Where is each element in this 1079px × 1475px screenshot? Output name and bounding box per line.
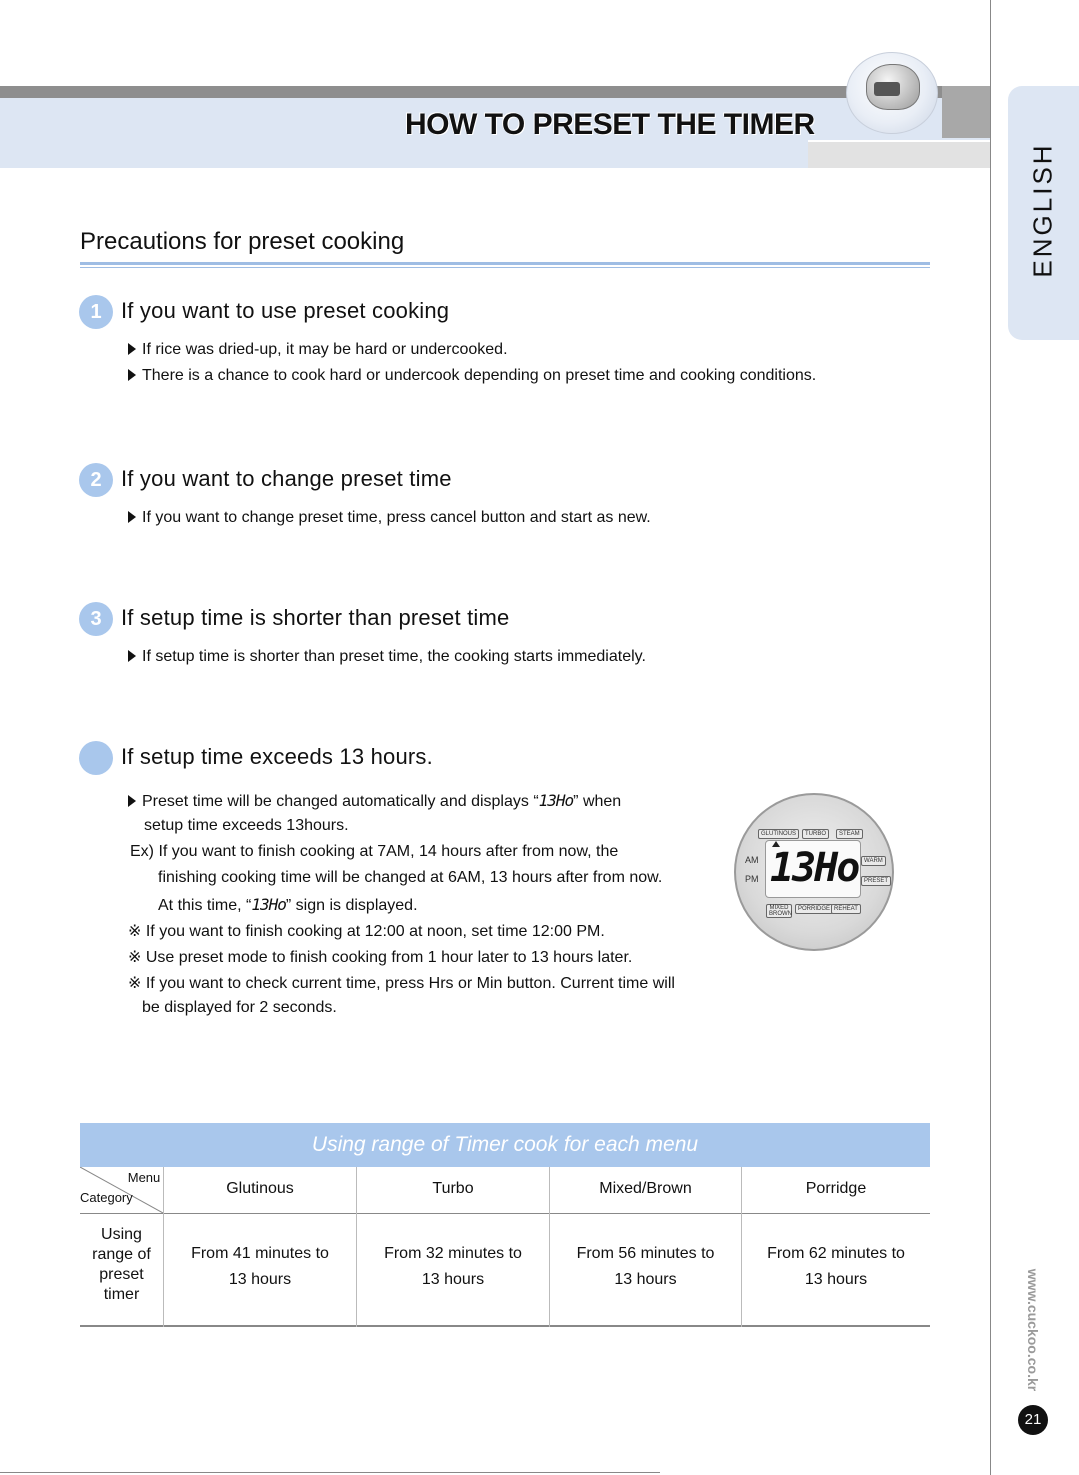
bullet-arrow-icon <box>128 369 136 381</box>
step-number-1: 1 <box>79 295 113 329</box>
step-4-line-1: Preset time will be changed automatically and displays “13Ho” when <box>128 791 621 811</box>
table-caption: Using range of Timer cook for each menu <box>80 1123 930 1167</box>
footer-rule <box>0 1472 660 1473</box>
step-4-example-3: At this time, “13Ho” sign is displayed. <box>158 895 418 914</box>
column-header: Glutinous <box>226 1180 294 1197</box>
bullet-arrow-icon <box>128 650 136 662</box>
table-header-rule <box>80 1213 930 1214</box>
corner-category-label: Category <box>80 1190 133 1205</box>
row-label: Using range of preset timer <box>92 1226 151 1303</box>
porridge-button: PORRIDGE <box>795 904 833 914</box>
language-label: ENGLISH <box>1027 142 1058 278</box>
table-cell: From 62 minutes to 13 hours <box>767 1245 905 1288</box>
bullet-arrow-icon <box>128 795 136 807</box>
lcd-digits: 13Ho <box>770 845 859 891</box>
glutinous-button: GLUTINOUS <box>758 829 799 839</box>
column-header: Turbo <box>432 1180 474 1197</box>
timer-range-table <box>80 1167 930 1327</box>
step-title-4: If setup time exceeds 13 hours. <box>121 744 433 769</box>
steam-button: STEAM <box>836 829 863 839</box>
step-title-2: If you want to change preset time <box>121 466 452 491</box>
header-light-block <box>808 142 990 168</box>
table-cell: From 32 minutes to 13 hours <box>384 1245 522 1288</box>
mixed-brown-button: MIXED BROWN <box>766 904 792 918</box>
step-title-3: If setup time is shorter than preset time <box>121 605 510 630</box>
page-number: 21 <box>1018 1405 1048 1435</box>
step-1-line-2: There is a chance to cook hard or undercook depending on preset time and cooking conditions. <box>128 367 816 385</box>
step-3-line-1: If setup time is shorter than preset time, the cooking starts immediately. <box>128 648 646 666</box>
column-header: Porridge <box>805 1180 867 1197</box>
section-rule <box>80 262 930 265</box>
step-number-2: 2 <box>79 463 113 497</box>
step-4-example-1: Ex) If you want to finish cooking at 7AM, 14 hours after from now, the <box>130 843 619 860</box>
rice-cooker-panel <box>874 82 900 96</box>
corner-menu-label: Menu <box>127 1170 161 1185</box>
table-cell: From 41 minutes to 13 hours <box>191 1245 329 1288</box>
step-1-line-1: If rice was dried-up, it may be hard or undercooked. <box>128 341 508 359</box>
step-2-line-1: If you want to change preset time, press cancel button and start as new. <box>128 509 651 527</box>
step-4-note-1: ※ If you want to finish cooking at 12:00 at noon, set time 12:00 PM. <box>128 923 605 940</box>
warm-button: WARM <box>861 856 886 866</box>
header-gray-block <box>942 86 990 138</box>
step-4-note-4: be displayed for 2 seconds. <box>142 999 337 1016</box>
pm-label: PM <box>745 874 759 884</box>
step-4-note-3: ※ If you want to check current time, press Hrs or Min button. Current time will <box>128 975 675 992</box>
am-label: AM <box>745 855 759 865</box>
section-rule-thin <box>80 267 930 268</box>
step-4-note-2: ※ Use preset mode to finish cooking from 1 hour later to 13 hours later. <box>128 949 633 966</box>
step-title-1: If you want to use preset cooking <box>121 298 450 323</box>
table-cell: From 56 minutes to 13 hours <box>576 1245 715 1288</box>
column-header: Mixed/Brown <box>599 1180 692 1197</box>
preset-button: PRESET <box>861 876 891 886</box>
bullet-arrow-icon <box>128 511 136 523</box>
page-title: HOW TO PRESET THE TIMER <box>405 108 815 141</box>
sidebar-divider <box>990 0 991 1475</box>
header-top-bar <box>0 86 990 98</box>
step-4-example-2: finishing cooking time will be changed at 6AM, 13 hours after from now. <box>158 869 663 886</box>
section-title: Precautions for preset cooking <box>80 228 405 255</box>
table-bottom-rule <box>80 1325 930 1327</box>
website-url: www.cuckoo.co.kr <box>1025 1268 1041 1392</box>
step-4-line-2: setup time exceeds 13hours. <box>144 817 349 834</box>
step-number-4 <box>79 741 113 775</box>
step-number-3: 3 <box>79 602 113 636</box>
bullet-arrow-icon <box>128 343 136 355</box>
turbo-button: TURBO <box>802 829 829 839</box>
reheat-button: REHEAT <box>831 904 861 914</box>
